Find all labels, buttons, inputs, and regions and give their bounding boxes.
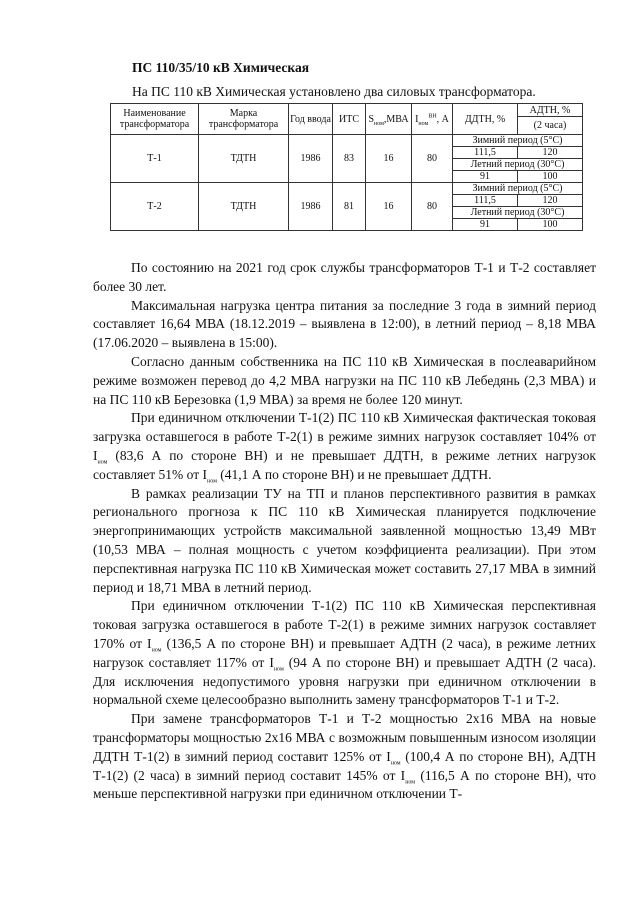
- header-brand: Марка трансформатора: [199, 104, 289, 135]
- row-summer-adtn: 100: [518, 219, 583, 231]
- row-brand: ТДТН: [199, 135, 289, 183]
- row-name: Т-2: [111, 183, 199, 231]
- row-snom: 16: [366, 135, 412, 183]
- row-summer-ddtn: 91: [453, 219, 518, 231]
- row-year: 1986: [289, 183, 333, 231]
- section-heading: ПС 110/35/10 кВ Химическая: [132, 60, 310, 75]
- paragraph: Согласно данным собственника на ПС 110 кВ Химическая в послеаварийном режиме возможен перевод до 4,2 МВА нагрузки на ПС 110 кВ Лебедянь (2,3 МВА) и на ПС 110 кВ Березовка (1,9 МВА) за время не более 120 минут.: [93, 353, 596, 407]
- row-summer-ddtn: 91: [453, 171, 518, 183]
- row-summer-adtn: 100: [518, 171, 583, 183]
- table-header-row: [111, 104, 583, 117]
- row-winter-ddtn: 111,5: [453, 195, 518, 207]
- paragraph: По состоянию на 2021 год срок службы трансформаторов Т-1 и Т-2 составляет более 30 лет.: [93, 260, 596, 294]
- header-adtn: АДТН, %: [518, 104, 583, 117]
- table-row: [111, 183, 583, 195]
- row-its: 81: [333, 183, 366, 231]
- header-its: ИТС: [333, 104, 366, 135]
- row-winter-adtn: 120: [518, 195, 583, 207]
- paragraph: В рамках реализации ТУ на ТП и планов перспективного развития в рамках регионального прогноза к ПС 110 кВ Химическая планируется подключение энергопринимающих устройств максимальной заявленной мощностью 13,49 МВт (10,53 МВА – полная мощность с учетом коэффициента реализации). При этом перспективная нагрузка ПС 110 кВ Химическая может составить 27,17 МВА в зимний период и 18,71 МВА в летний период.: [93, 485, 596, 595]
- row-winter-ddtn: 111,5: [453, 147, 518, 159]
- header-year: Год ввода: [289, 104, 333, 135]
- row-its: 83: [333, 135, 366, 183]
- header-snom: $S_{ном},МВА$: [366, 104, 412, 135]
- row-summer-label: Летний период (30°С): [453, 159, 583, 171]
- row-name: Т-1: [111, 135, 199, 183]
- transformer-table: [110, 103, 583, 231]
- body-text: [93, 259, 596, 804]
- row-inom: 80: [412, 183, 453, 231]
- row-brand: ТДТН: [199, 183, 289, 231]
- paragraph: При замене трансформаторов Т-1 и Т-2 мощностью 2х16 МВА на новые трансформаторы мощностью 2х16 МВА с возможным повышенным износом изоляции ДДТН Т-1(2) в зимний период составит 125% от $I_{ном}$ (100,4 А по стороне ВН), АДТН Т-1(2) (2 часа) в зимний период составит 145% от $I_{ном}$ (116,5 А по стороне ВН), что меньше перспективной нагрузки при единичном отключении Т-: [93, 711, 596, 802]
- table-row: [111, 135, 583, 147]
- header-ddtn: ДДТН, %: [453, 104, 518, 135]
- paragraph: Максимальная нагрузка центра питания за последние 3 года в зимний период составляет 16,64 МВА (18.12.2019 – выявлена в 12:00), в летний период – 8,18 МВА (17.06.2020 – выявлена в 15:00).: [93, 297, 596, 351]
- paragraph: При единичном отключении Т-1(2) ПС 110 кВ Химическая фактическая токовая загрузка оставшегося в работе Т-2(1) в режиме зимних нагрузок составляет 104% от $I_{ном}$ (83,6 А по стороне ВН) и не превышает ДДТН, в режиме летних нагрузок составляет 51% от $I_{ном}$ (41,1 А по стороне ВН) и не превышает ДДТН.: [93, 410, 596, 485]
- row-winter-adtn: 120: [518, 147, 583, 159]
- row-snom: 16: [366, 183, 412, 231]
- header-name: Наименование трансформатора: [111, 104, 199, 135]
- row-summer-label: Летний период (30°С): [453, 207, 583, 219]
- row-inom: 80: [412, 135, 453, 183]
- paragraph: При единичном отключении Т-1(2) ПС 110 кВ Химическая перспективная токовая загрузка оставшегося в работе Т-2(1) в режиме зимних нагрузок составляет 170% от $I_{ном}$ (136,5 А по стороне ВН) и превышает АДТН (2 часа), в режиме летних нагрузок составляет 117% от $I_{ном}$ (94 А по стороне ВН) и превышает АДТН (2 часа). Для исключения недопустимого уровня нагрузки при единичном отключении в нормальной схеме целесообразно выполнить замену трансформаторов Т-1 и Т-2.: [93, 598, 596, 708]
- header-adtn-sub: (2 часа): [518, 117, 583, 135]
- intro-text: На ПС 110 кВ Химическая установлено два силовых трансформатора.: [132, 84, 536, 99]
- header-inom: $I_{ном}^{ВН}$, А: [412, 104, 453, 135]
- row-winter-label: Зимний период (5°С): [453, 135, 583, 147]
- row-winter-label: Зимний период (5°С): [453, 183, 583, 195]
- row-year: 1986: [289, 135, 333, 183]
